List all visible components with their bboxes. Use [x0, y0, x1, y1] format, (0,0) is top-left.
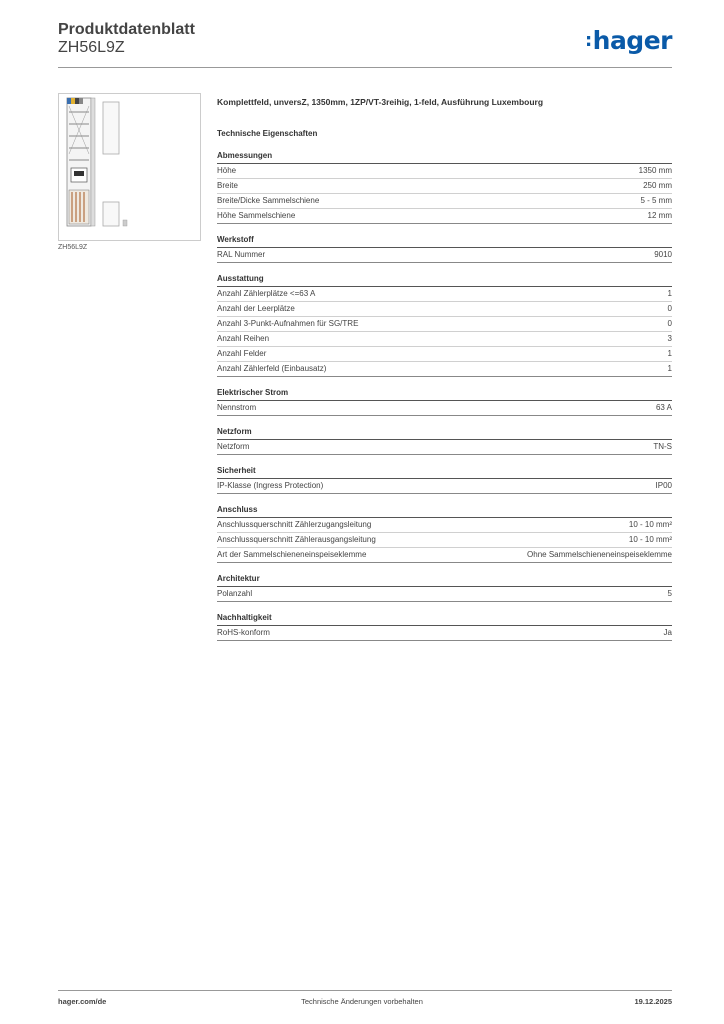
- spec-label: Art der Sammelschieneneinspeiseklemme: [217, 550, 367, 559]
- spec-section: [217, 611, 672, 641]
- section-title: Werkstoff: [217, 233, 672, 248]
- spec-section: [217, 425, 672, 455]
- footer-date: 19.12.2025: [634, 997, 672, 1006]
- spec-value: 0: [667, 319, 672, 328]
- spec-value: 250 mm: [643, 181, 672, 190]
- spec-row: [217, 518, 672, 533]
- spec-row: [217, 533, 672, 548]
- spec-label: RAL Nummer: [217, 250, 266, 259]
- spec-value: Ohne Sammelschieneneinspeiseklemme: [527, 550, 672, 559]
- spec-label: Anschlussquerschnitt Zählerausgangsleitung: [217, 535, 376, 544]
- page-title: Produktdatenblatt: [58, 21, 195, 38]
- spec-label: Breite/Dicke Sammelschiene: [217, 196, 320, 205]
- product-image: [58, 93, 201, 241]
- footer-divider: [58, 990, 672, 991]
- spec-section: [217, 386, 672, 416]
- section-title: Nachhaltigkeit: [217, 611, 672, 626]
- hager-logo: :hager: [584, 26, 672, 55]
- spec-value: 5 - 5 mm: [640, 196, 672, 205]
- spec-value: TN-S: [653, 442, 672, 451]
- spec-row: [217, 587, 672, 602]
- spec-section: [217, 272, 672, 377]
- spec-section: [217, 149, 672, 224]
- spec-row: [217, 626, 672, 641]
- section-title: Netzform: [217, 425, 672, 440]
- section-title: Anschluss: [217, 503, 672, 518]
- spec-sections: [217, 149, 672, 641]
- spec-label: Anzahl 3-Punkt-Aufnahmen für SG/TRE: [217, 319, 359, 328]
- spec-value: 63 A: [655, 403, 672, 412]
- section-title: Architektur: [217, 572, 672, 587]
- spec-section: [217, 464, 672, 494]
- spec-row: [217, 347, 672, 362]
- footer-notice: Technische Änderungen vorbehalten: [301, 997, 423, 1006]
- section-title: Sicherheit: [217, 464, 672, 479]
- meter-cabinet-illustration: [59, 94, 200, 240]
- spec-section: [217, 233, 672, 263]
- spec-row: [217, 302, 672, 317]
- spec-value: 1: [667, 349, 672, 358]
- spec-label: Höhe: [217, 166, 237, 175]
- spec-label: Anzahl Zählerfeld (Einbausatz): [217, 364, 327, 373]
- spec-label: Nennstrom: [217, 403, 257, 412]
- spec-value: 10 - 10 mm²: [628, 535, 672, 544]
- spec-row: [217, 209, 672, 224]
- spec-row: [217, 287, 672, 302]
- spec-label: Breite: [217, 181, 238, 190]
- spec-label: Anschlussquerschnitt Zählerzugangsleitung: [217, 520, 372, 529]
- spec-value: 9010: [654, 250, 672, 259]
- spec-row: [217, 248, 672, 263]
- spec-row: [217, 317, 672, 332]
- spec-label: Netzform: [217, 442, 250, 451]
- spec-row: [217, 179, 672, 194]
- spec-label: Anzahl Reihen: [217, 334, 270, 343]
- spec-label: Höhe Sammelschiene: [217, 211, 296, 220]
- section-title: Ausstattung: [217, 272, 672, 287]
- spec-label: Anzahl Zählerplätze <=63 A: [217, 289, 316, 298]
- spec-value: IP00: [655, 481, 672, 490]
- spec-value: 10 - 10 mm²: [628, 520, 672, 529]
- spec-section: [217, 503, 672, 563]
- spec-value: 1: [667, 364, 672, 373]
- product-description: Komplettfeld, unversZ, 1350mm, 1ZP/VT-3reihig, 1-feld, Ausführung Luxembourg: [217, 97, 544, 107]
- spec-row: [217, 401, 672, 416]
- spec-value: 3: [667, 334, 672, 343]
- product-details: [217, 95, 672, 641]
- spec-label: Anzahl der Leerplätze: [217, 304, 295, 313]
- section-title: Abmessungen: [217, 149, 672, 164]
- spec-row: [217, 440, 672, 455]
- spec-value: Ja: [663, 628, 672, 637]
- spec-row: [217, 362, 672, 377]
- spec-label: RoHS-konform: [217, 628, 270, 637]
- spec-row: [217, 479, 672, 494]
- spec-row: [217, 332, 672, 347]
- footer-website: hager.com/de: [58, 997, 107, 1006]
- spec-row: [217, 548, 672, 563]
- tech-heading: Technische Eigenschaften: [217, 129, 318, 138]
- spec-label: Polanzahl: [217, 589, 253, 598]
- spec-value: 5: [667, 589, 672, 598]
- spec-section: [217, 572, 672, 602]
- header-divider: [58, 67, 672, 68]
- spec-value: 12 mm: [647, 211, 672, 220]
- spec-value: 1350 mm: [638, 166, 672, 175]
- spec-label: IP-Klasse (Ingress Protection): [217, 481, 324, 490]
- image-caption: ZH56L9Z: [58, 244, 88, 251]
- spec-value: 1: [667, 289, 672, 298]
- section-title: Elektrischer Strom: [217, 386, 672, 401]
- spec-label: Anzahl Felder: [217, 349, 267, 358]
- spec-row: [217, 164, 672, 179]
- product-code: ZH56L9Z: [58, 39, 125, 56]
- spec-row: [217, 194, 672, 209]
- spec-value: 0: [667, 304, 672, 313]
